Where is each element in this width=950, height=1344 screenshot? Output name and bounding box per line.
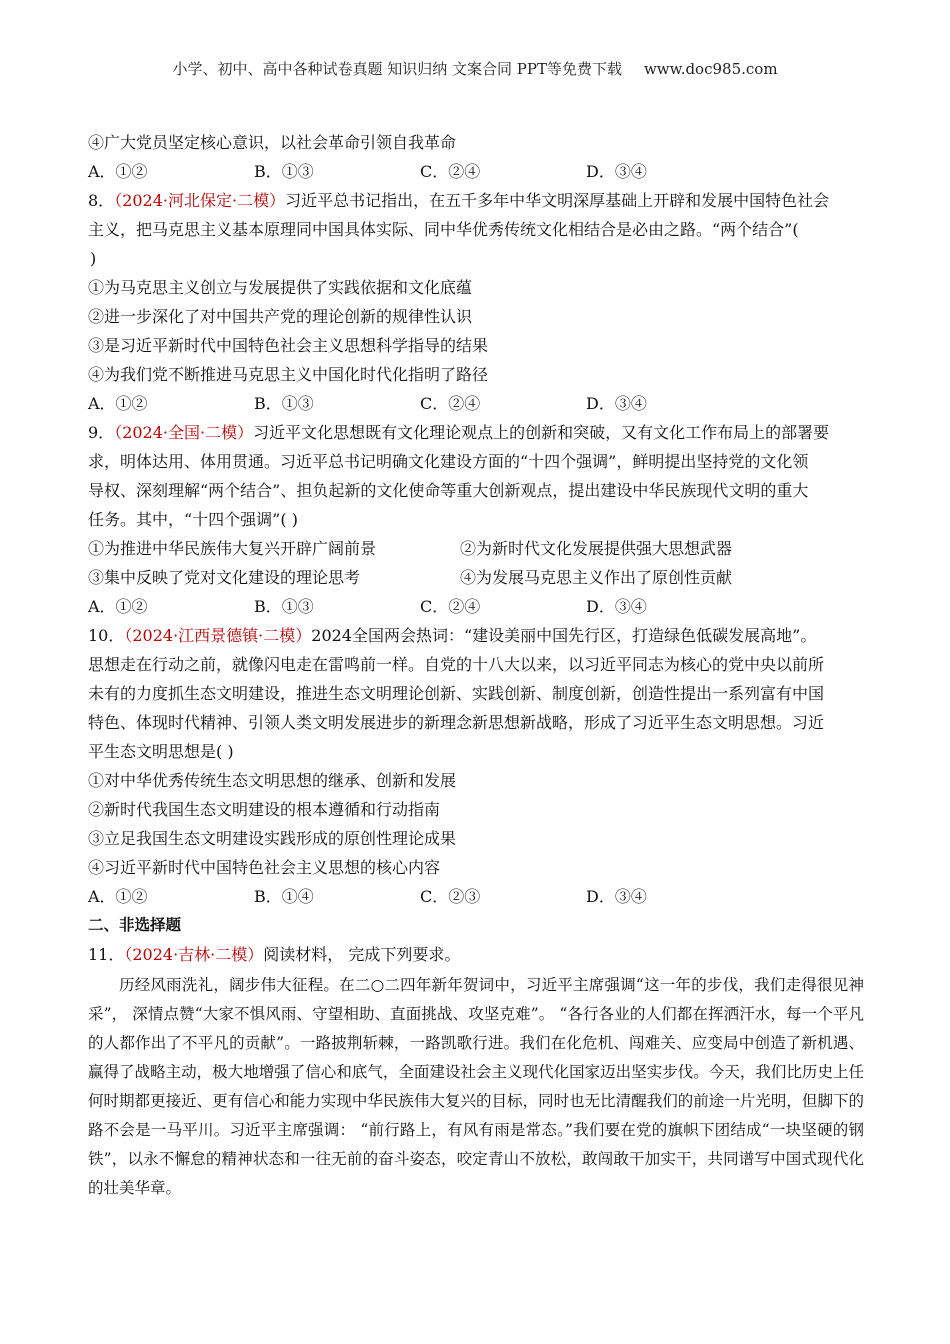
q9-item-2: ②为新时代文化发展提供强大思想武器 [460, 539, 733, 558]
q11-stem-line [88, 940, 864, 969]
q10-item-3: ③立足我国生态文明建设实践形成的原创性理论成果 [88, 829, 457, 848]
q9-item-3: ③集中反映了党对文化建设的理论思考 [88, 568, 361, 587]
header-title: 小学、初中、高中各种试卷真题 知识归纳 文案合同 PPT等免费下载 [172, 60, 622, 78]
q9-option-c[interactable]: C．②④ [420, 597, 481, 616]
header-url[interactable]: www.doc985.com [643, 60, 778, 78]
q10-item-4: ④习近平新时代中国特色社会主义思想的核心内容 [88, 858, 441, 877]
q8-item-3: ③是习近平新时代中国特色社会主义思想科学指导的结果 [88, 336, 489, 355]
q10-item-1: ①对中华优秀传统生态文明思想的继承、创新和发展 [88, 771, 457, 790]
q7-option-d[interactable]: D．③④ [586, 162, 647, 181]
q8-option-d[interactable]: D．③④ [586, 394, 647, 413]
q11-stem-text: 阅读材料， 完成下列要求。 [263, 945, 461, 964]
page-header [0, 58, 950, 79]
q7-option-b[interactable]: B．①③ [254, 162, 314, 181]
q10-option-c[interactable]: C．②③ [420, 887, 481, 906]
q9-item-1: ①为推进中华民族伟大复兴开辟广阔前景 [88, 539, 377, 558]
section-heading: 二、非选择题 [88, 916, 182, 934]
q9-option-a[interactable]: A．①② [88, 597, 148, 616]
q8-option-b[interactable]: B．①③ [254, 394, 314, 413]
q9-stem-line-1 [88, 418, 864, 447]
q9-stem-line-2: 求，明体达用、体用贯通。习近平总书记明确文化建设方面的“十四个强调”，鲜明提出坚持党的文化领 [88, 452, 809, 471]
q9-items-row-1 [88, 534, 864, 563]
q8-number: 8． [88, 191, 115, 210]
q8-stem-text-1: 习近平总书记指出，在五千多年中华文明深厚基础上开辟和发展中国特色社会 [285, 191, 830, 210]
q8-source: （2024·河北保定·二模） [114, 191, 286, 210]
q11-number: 11． [88, 945, 125, 964]
q10-stem-line-5: 平生态文明思想是( ) [88, 742, 234, 761]
q9-stem-text-1: 习近平文化思想既有文化理论观点上的创新和突破，又有文化工作布局上的部署要 [253, 423, 830, 442]
q10-option-d[interactable]: D．③④ [586, 887, 647, 906]
q8-stem-line-2: 主义，把马克思主义基本原理同中国具体实际、同中华优秀传统文化相结合是必由之路。“两个结合”( [88, 220, 799, 239]
q7-option-a[interactable]: A．①② [88, 162, 148, 181]
q10-option-b[interactable]: B．①④ [254, 887, 314, 906]
q8-option-c[interactable]: C．②④ [420, 394, 481, 413]
q8-option-a[interactable]: A．①② [88, 394, 148, 413]
q9-source: （2024·全国·二模） [114, 423, 254, 442]
q11-source: （2024·吉林·二模） [124, 945, 264, 964]
q10-stem-line-1 [88, 621, 864, 650]
q9-stem-line-4: 任务。其中，“十四个强调”( ) [88, 510, 298, 529]
q10-option-a[interactable]: A．①② [88, 887, 148, 906]
document-body [88, 128, 864, 1203]
q8-stem-line-1 [88, 186, 864, 215]
q8-stem-line-3: ) [90, 249, 97, 268]
q7-item-4: ④广大党员坚定核心意识，以社会革命引领自我革命 [88, 133, 457, 152]
q10-stem-line-4: 特色、体现时代精神、引领人类文明发展进步的新理念新思想新战略，形成了习近平生态文明思想。习近 [88, 713, 825, 732]
q9-option-b[interactable]: B．①③ [254, 597, 314, 616]
q10-item-2: ②新时代我国生态文明建设的根本遵循和行动指南 [88, 800, 441, 819]
q10-options [88, 882, 864, 911]
q9-stem-line-3: 导权、深刻理解“两个结合”、担负起新的文化使命等重大创新观点，提出建设中华民族现代文明的重大 [88, 481, 809, 500]
q9-items-row-2 [88, 563, 864, 592]
q10-stem-text-1: 2024全国两会热词：“建设美丽中国先行区，打造绿色低碳发展高地”。 [311, 626, 817, 645]
q9-options [88, 592, 864, 621]
q10-stem-line-2: 思想走在行动之前，就像闪电走在雷鸣前一样。自党的十八大以来，以习近平同志为核心的党中央以前所 [88, 655, 825, 674]
q8-options [88, 389, 864, 418]
q10-number: 10． [88, 626, 125, 645]
q10-stem-line-3: 未有的力度抓生态文明建设，推进生态文明理论创新、实践创新、制度创新，创造性提出一系列富有中国 [88, 684, 825, 703]
q8-item-4: ④为我们党不断推进马克思主义中国化时代化指明了路径 [88, 365, 489, 384]
q9-option-d[interactable]: D．③④ [586, 597, 647, 616]
q9-number: 9． [88, 423, 115, 442]
q8-item-2: ②进一步深化了对中国共产党的理论创新的规律性认识 [88, 307, 473, 326]
q10-source: （2024·江西景德镇·二模） [124, 626, 312, 645]
q7-options [88, 157, 864, 186]
q11-material-paragraph: 历经风雨洗礼，阔步伟大征程。在二○二四年新年贺词中，习近平主席强调“这一年的步伐，我们走得很见神采”， 深情点赞“大家不惧风雨、守望相助、直面挑战、攻坚克难”。 “各行各业的人们都在挥洒汗水，每一个平凡的人都作出了不平凡的贡献”。一路披荆斩棘，一路凯歌行进。我们在化危机、闯难关、应变局中创造了新机遇、赢得了战略主动，极大地增强了信心和底气，全面建设社会主义现代化国家迈出坚实步伐。今天，我们比历史上任何时期都更接近、更有信心和能力实现中华民族伟大复兴的目标，同时也无比清醒我们的前途一片光明，但脚下的路不会是一马平川。习近平主席强调： “前行路上，有风有雨是常态。”我们要在党的旗帜下团结成“一块坚硬的钢铁”，以永不懈怠的精神状态和一往无前的奋斗姿态，咬定青山不放松，敢闯敢干加实干，共同谱写中国式现代化的壮美华章。 [88, 976, 864, 1197]
q8-item-1: ①为马克思主义创立与发展提供了实践依据和文化底蕴 [88, 278, 473, 297]
q7-option-c[interactable]: C．②④ [420, 162, 481, 181]
q9-item-4: ④为发展马克思主义作出了原创性贡献 [460, 568, 733, 587]
